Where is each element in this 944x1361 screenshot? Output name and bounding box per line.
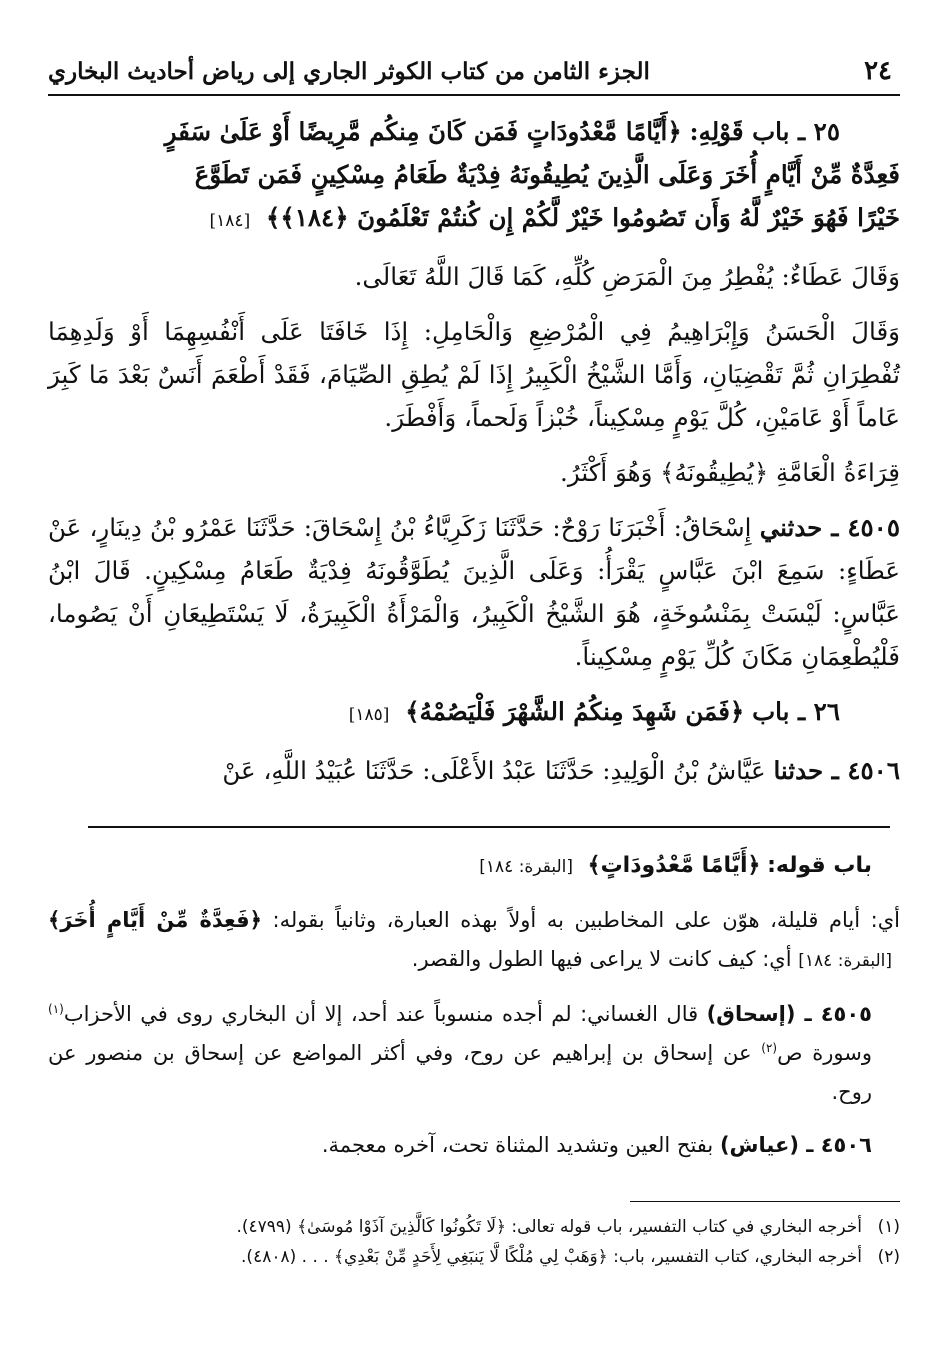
section-25-verse-line1: ﴿أَيَّامًا مَّعْدُودَاتٍ فَمَن كَانَ مِنكُم مَّرِيضًا أَوْ عَلَىٰ سَفَرٍ [164,117,682,146]
section-25-verse-2 [48,153,900,196]
commentary-p2-label: ٤٥٠٥ ـ (إسحاق) [706,1002,873,1026]
main-text [48,96,900,792]
paragraph-ata: وَقَالَ عَطَاءٌ: يُفْطِرُ مِنَ الْمَرَضِ كُلِّهِ، كَمَا قَالَ اللَّهُ تَعَالَى. [354,262,900,291]
commentary-p1-ref: [البقرة: ١٨٤] [798,951,892,971]
section-25-verse-line3: خَيْرًا فَهُوَ خَيْرٌ لَّهُ وَأَن تَصُومُوا خَيْرٌ لَّكُمْ إِن كُنتُمْ تَعْلَمُونَ ﴿١٨٤﴾﴾ [266,203,900,232]
footnote-ref-1[interactable]: (١) [48,1002,64,1016]
commentary-p1-text: أي: أيام قليلة، هوّن على المخاطبين به أولاً بهذه العبارة، وثانياً بقوله: [272,908,900,932]
footnote-item [48,1212,900,1242]
footnote-number: (٢) [877,1247,900,1267]
commentary-p2-text: قال الغساني: لم أجده منسوباً عند أحد، إلا أن البخاري روى في الأحزاب [63,1002,699,1026]
footnotes [48,1212,900,1272]
footnote-number: (١) [877,1217,900,1237]
section-25-ref: [١٨٤] [209,211,251,231]
section-25-verse-3 [48,196,900,243]
section-26-heading [48,690,900,737]
paragraph-hasan: وَقَالَ الْحَسَنُ وَإِبْرَاهِيمُ فِي الْمُرْضِعِ وَالْحَامِلِ: إِذَا خَافَتَا عَلَى أَنْفُسِهِمَا أَوْ وَلَدِهِمَا تُفْطِرَانِ ثُمَّ تَقْضِيَانِ، وَأَمَّا الشَّيْخُ الْكَبِيرُ إِذَا لَمْ يُطِقِ الصِّيَامَ، فَقَدْ أَطْعَمَ أَنَسٌ بَعْدَ مَا كَبِرَ عَاماً أَوْ عَامَيْنِ، كُلَّ يَوْمٍ مِسْكِيناً، خُبْزاً وَلَحماً، وَأَفْطَرَ. [48,317,900,432]
footnote-item [48,1242,900,1272]
page-number: ٢٤ [864,56,892,86]
hadith-4505-text: إِسْحَاقُ: أَخْبَرَنَا رَوْحٌ: حَدَّثَنَا زَكَرِيَّاءُ بْنُ إِسْحَاقَ: حَدَّثَنَا عَمْرُو بْنُ دِينَارٍ، عَنْ عَطَاءٍ: سَمِعَ ابْنَ عَبَّاسٍ يَقْرَأُ: وَعَلَى الَّذِينَ يُطَوَّقُونَهُ فِدْيَةٌ طَعَامُ مِسْكِينٍ. قَالَ ابْنُ عَبَّاسٍ: لَيْسَتْ بِمَنْسُوخَةٍ، هُوَ الشَّيْخُ الْكَبِيرُ، وَالْمَرْأَةُ الْكَبِيرَةُ، لَا يَسْتَطِيعَانِ أَنْ يَصُوما، فَلْيُطْعِمَانِ مَكَانَ كُلِّ يَوْمٍ مِسْكِيناً. [48,513,900,671]
hadith-4505-label: ٤٥٠٥ ـ حدثني [759,513,900,542]
commentary-p3-text: بفتح العين وتشديد المثناة تحت، آخره معجمة. [321,1133,714,1157]
section-25-heading [48,110,900,153]
commentary-heading [48,846,900,887]
section-26-label: ٢٦ ـ باب [752,697,840,726]
commentary-p2-text-end: عن إسحاق بن إبراهيم عن روح، وفي أكثر المواضع عن إسحاق بن منصور عن روح. [48,1041,872,1104]
hadith-4506 [48,749,900,792]
commentary-paragraph-1 [48,901,900,981]
footnote-text: أخرجه البخاري في كتاب التفسير، باب قوله تعالى: ﴿لَا تَكُونُوا كَالَّذِينَ آذَوْا مُوسَىٰ﴾ (٤٧٩٩). [236,1217,862,1237]
hadith-4506-text: عَيَّاشُ بْنُ الْوَلِيدِ: حَدَّثَنَا عَبْدُ الأَعْلَى: حَدَّثَنَا عُبَيْدُ اللَّهِ، عَنْ [222,756,766,785]
commentary-p3-label: ٤٥٠٦ ـ (عياش) [719,1133,872,1157]
hadith-4505 [48,506,900,678]
header-title: الجزء الثامن من كتاب الكوثر الجاري إلى رياض أحاديث البخاري [48,58,650,85]
section-26-ref: [١٨٥] [348,705,390,725]
paragraph-qiraa: قِرَاءَةُ الْعَامَّةِ ﴿يُطِيقُونَهُ﴾ وَهُوَ أَكْثَرُ. [560,458,900,487]
commentary-heading-label: باب قوله: [767,853,872,878]
section-26-verse: ﴿فَمَن شَهِدَ مِنكُمُ الشَّهْرَ فَلْيَصُمْهُ﴾ [405,697,745,726]
commentary [48,846,900,1165]
commentary-p1-verse: ﴿فَعِدَّةٌ مِّنْ أَيَّامٍ أُخَرَ﴾ [48,908,262,932]
book-page [48,50,900,1330]
footnote-rule [630,1201,900,1202]
section-25-label: ٢٥ ـ باب قَوْلِهِ: [689,117,840,146]
footnote-text: أخرجه البخاري، كتاب التفسير، باب: ﴿وَهَبْ لِي مُلْكًا لَّا يَنبَغِي لِأَحَدٍ مِّنْ بَعْدِي﴾ . . . (٤٨٠٨). [241,1247,862,1267]
commentary-paragraph-2 [48,995,900,1112]
commentary-p2-text-mid: وسورة ص [777,1041,872,1065]
commentary-heading-ref: [البقرة: ١٨٤] [479,857,573,877]
commentary-paragraph-3 [48,1126,900,1165]
commentary-p1-text-end: أي: كيف كانت لا يراعى فيها الطول والقصر. [411,947,792,971]
commentary-heading-verse: ﴿أَيَّامًا مَّعْدُودَاتٍ﴾ [587,853,761,878]
section-25-verse-line2: فَعِدَّةٌ مِّنْ أَيَّامٍ أُخَرَ وَعَلَى الَّذِينَ يُطِيقُونَهُ فِدْيَةٌ طَعَامُ مِسْكِينٍ فَمَن تَطَوَّعَ [194,160,900,189]
footnote-ref-2[interactable]: (٢) [761,1041,778,1055]
commentary-divider [88,826,890,828]
hadith-4506-label: ٤٥٠٦ ـ حدثنا [773,756,900,785]
running-header [48,50,900,96]
